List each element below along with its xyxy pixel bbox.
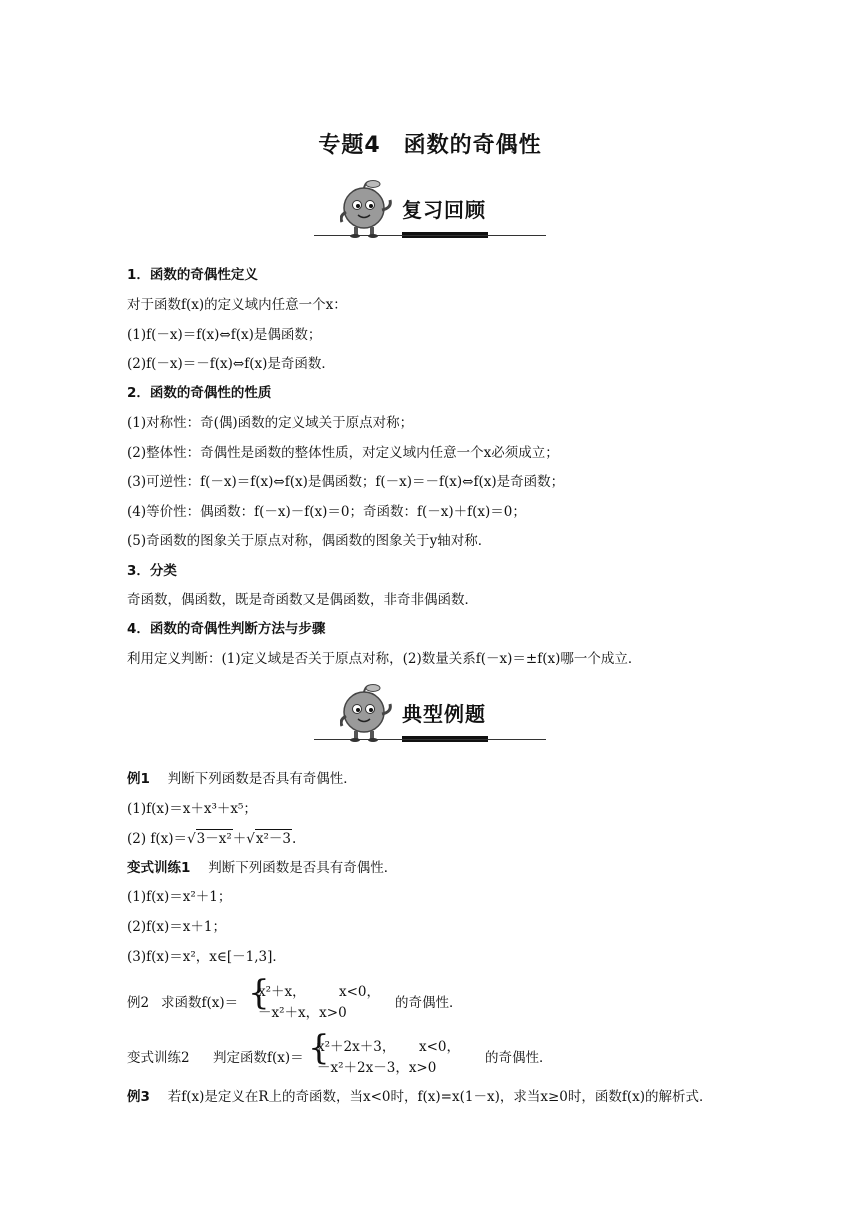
text-line: (5)奇函数的图象关于原点对称，偶函数的图象关于y轴对称． (127, 533, 492, 549)
heading-classification: 3．分类 (127, 563, 177, 579)
text-line: (1)f(x)＝x²＋1； (127, 889, 232, 905)
example-2: 例2 求函数f(x)＝ { x²＋x， x<0， －x²＋x，x>0 的奇偶性． (127, 973, 463, 1021)
variant-2: 变式训练2 判定函数f(x)＝ { x²＋2x＋3， x<0， －x²＋2x－3，x>0 的奇偶性． (127, 1028, 553, 1076)
text-line: (1)f(－x)＝f(x)⇔f(x)是偶函数； (127, 327, 322, 343)
heading-definition: 1．函数的奇偶性定义 (127, 267, 258, 283)
text-line: 对于函数f(x)的定义域内任意一个x： (127, 297, 347, 313)
banner-label: 典型例题 (402, 702, 486, 726)
heading-method: 4．函数的奇偶性判断方法与步骤 (127, 621, 326, 637)
variant-label: 变式训练1 (127, 860, 191, 876)
example-3: 例3 若f(x)是定义在R上的奇函数，当x<0时，f(x)=x(1－x)，求当x≥0时，函数f(x)的解析式． (127, 1089, 713, 1105)
banner-rule (314, 235, 546, 236)
apple-mascot-icon (340, 682, 396, 742)
text-line: 奇函数，偶函数，既是奇函数又是偶函数，非奇非偶函数． (127, 592, 478, 608)
variant-label: 变式训练2 (127, 1050, 190, 1066)
banner-label: 复习回顾 (402, 198, 486, 222)
text-line: (1)对称性：奇(偶)函数的定义域关于原点对称； (127, 415, 414, 431)
text-line: 利用定义判断：(1)定义域是否关于原点对称，(2)数量关系f(－x)＝±f(x)哪一个成立． (127, 651, 642, 667)
heading-properties: 2．函数的奇偶性的性质 (127, 385, 272, 401)
text-line: (2)整体性：奇偶性是函数的整体性质，对定义域内任意一个x必须成立； (127, 445, 559, 461)
text-line: (3)f(x)＝x²，x∈[－1,3]． (127, 949, 286, 965)
example-label: 例1 (127, 771, 150, 787)
example-1: 例1 判断下列函数是否具有奇偶性． (127, 771, 357, 787)
apple-mascot-icon (340, 178, 396, 238)
text-line: (2)f(x)＝x＋1； (127, 919, 226, 935)
variant-1: 变式训练1 判断下列函数是否具有奇偶性． (127, 860, 398, 876)
section-banner-examples (314, 682, 546, 744)
section-banner-review (314, 178, 546, 240)
text-line: (1)f(x)＝x＋x³＋x⁵； (127, 801, 257, 817)
page-title: 专题4 函数的奇偶性 (318, 133, 542, 158)
text-line: (3)可逆性：f(－x)＝f(x)⇔f(x)是偶函数；f(－x)＝－f(x)⇔f(x)是奇函数； (127, 474, 565, 490)
example-label: 例3 (127, 1089, 150, 1105)
example-1-part-2: (2) f(x)＝√3－x²＋√x²－3. (127, 831, 297, 847)
text-line: (4)等价性：偶函数：f(－x)－f(x)＝0；奇函数：f(－x)＋f(x)＝0； (127, 504, 526, 520)
banner-rule (314, 739, 546, 740)
example-label: 例2 (127, 995, 150, 1011)
text-line: (2)f(－x)＝－f(x)⇔f(x)是奇函数． (127, 356, 335, 372)
